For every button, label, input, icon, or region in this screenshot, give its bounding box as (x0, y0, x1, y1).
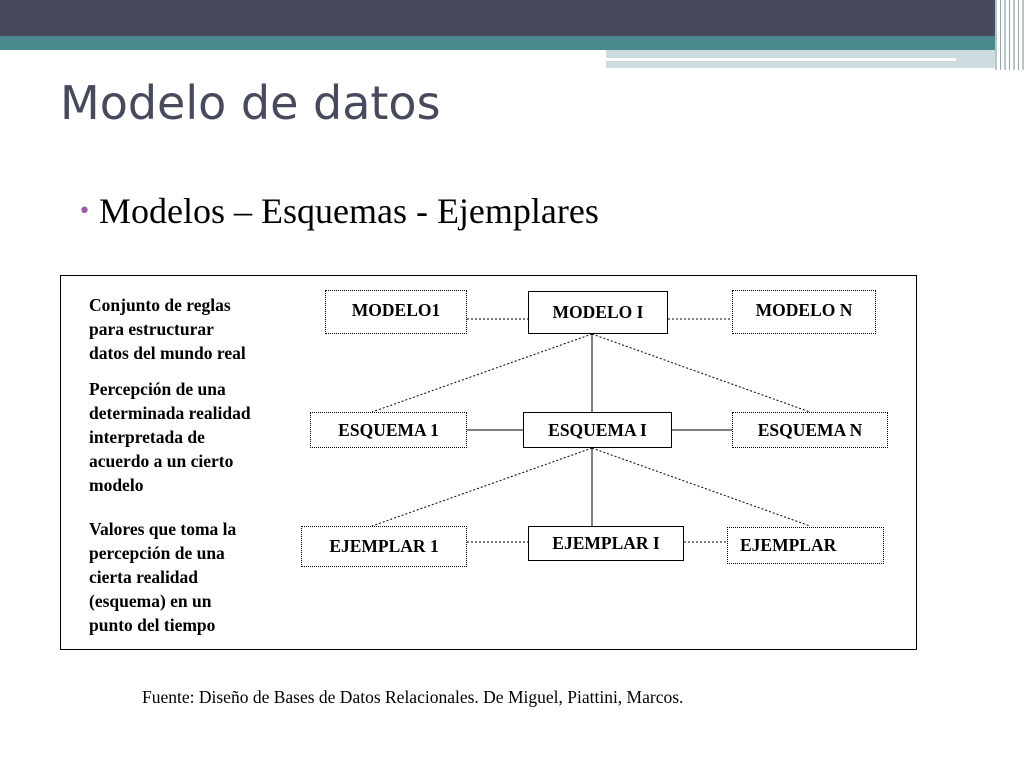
link-modeloi-esquema1 (372, 334, 592, 412)
bullet-icon: • (78, 199, 91, 224)
slide-title: Modelo de datos (60, 76, 441, 130)
link-esquemai-ejemplar1 (372, 448, 592, 526)
node-esquema-n: ESQUEMA N (732, 412, 888, 448)
node-esquema-1: ESQUEMA 1 (310, 412, 467, 448)
link-modeloi-esqueman (592, 334, 810, 412)
node-ejemplar-i: EJEMPLAR I (528, 526, 684, 561)
source-citation: Fuente: Diseño de Bases de Datos Relacionales. De Miguel, Piattini, Marcos. (142, 687, 684, 707)
link-esquemai-ejemplarn (592, 448, 810, 526)
node-modelo-i: MODELO I (528, 291, 668, 334)
desc-esquema: Percepción de una determinada realidad interpretada de acuerdo a un cierto modelo (89, 379, 251, 495)
node-ejemplar-1: EJEMPLAR 1 (301, 526, 467, 567)
node-esquema-i: ESQUEMA I (523, 412, 672, 448)
node-modelo-n: MODELO N (732, 290, 876, 334)
desc-modelo: Conjunto de reglas para estructurar datos del mundo real (89, 295, 246, 363)
desc-ejemplar: Valores que toma la percepción de una cierta realidad (esquema) en un punto del tiempo (89, 519, 237, 635)
node-modelo-1: MODELO1 (325, 290, 467, 334)
bullet-text: Modelos – Esquemas - Ejemplares (98, 191, 599, 231)
node-ejemplar-n: EJEMPLAR (727, 527, 884, 564)
